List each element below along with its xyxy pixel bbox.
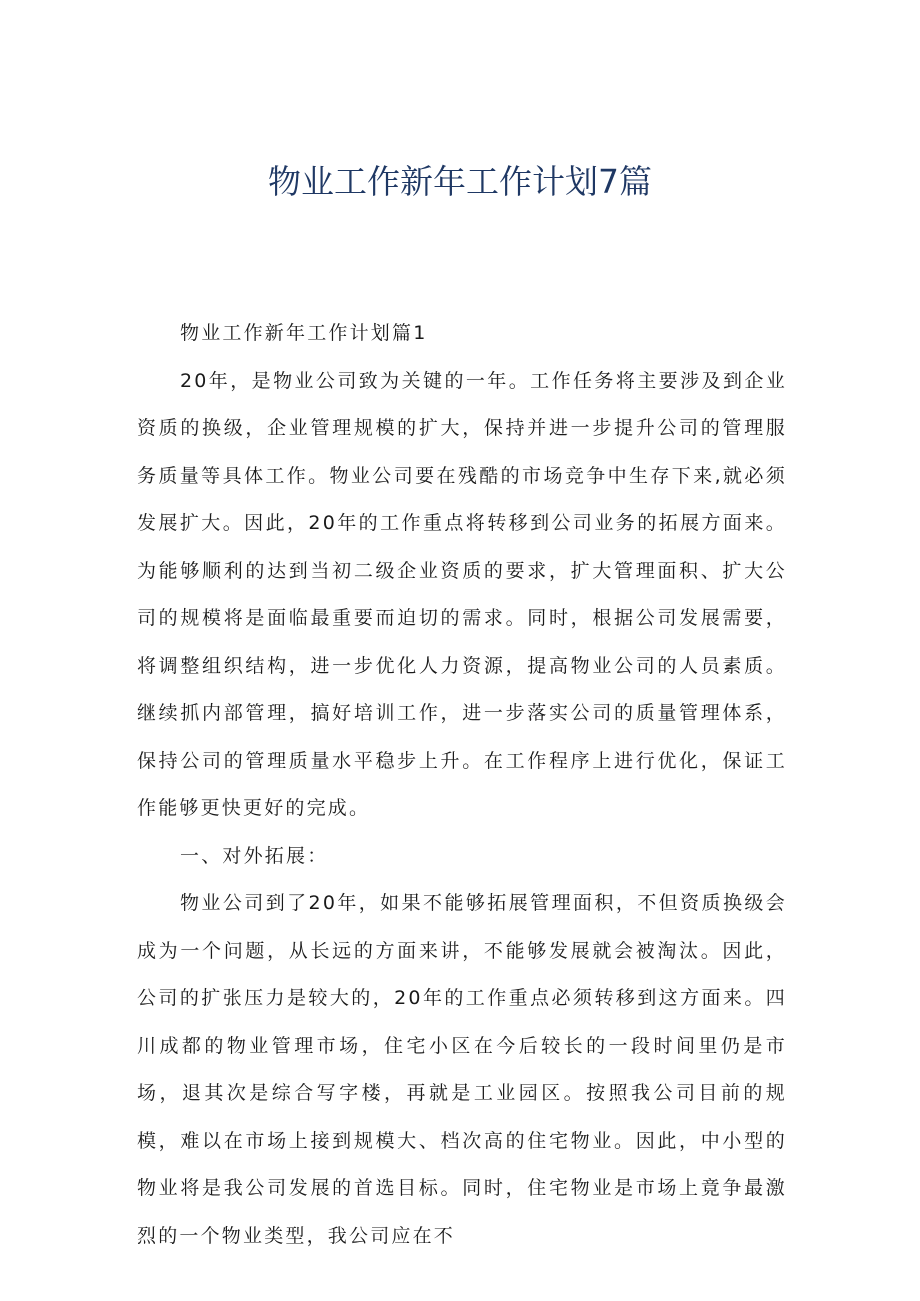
subheading: 一、对外拓展： — [180, 844, 329, 867]
paragraph: 20年，是物业公司致为关键的一年。工作任务将主要涉及到企业资质的换级，企业管理规模的扩大，保持并进一步提升公司的管理服务质量等具体工作。物业公司要在残酷的市场竞争中生存下来,就必须发展扩大。因此，20年的工作重点将转移到公司业务的拓展方面来。为能够顺利的达到当初二级企业资质的要求，扩大管理面积、扩大公司的规模将是面临最重要而迫切的需求。同时，根据公司发展需要，将调整组织结构，进一步优化人力资源，提高物业公司的人员素质。继续抓内部管理，搞好培训工作，进一步落实公司的质量管理体系，保持公司的管理质量水平稳步上升。在工作程序上进行优化，保证工作能够更快更好的完成。 — [137, 369, 787, 819]
document-title: 物业工作新年工作计划7篇 — [268, 162, 652, 201]
paragraph: 物业公司到了20年，如果不能够拓展管理面积，不但资质换级会成为一个问题，从长远的方面来讲，不能够发展就会被淘汰。因此，公司的扩张压力是较大的，20年的工作重点必须转移到这方面来。四川成都的物业管理市场，住宅小区在今后较长的一段时间里仍是市场，退其次是综合写字楼，再就是工业园区。按照我公司目前的规模，难以在市场上接到规模大、档次高的住宅物业。因此，中小型的物业将是我公司发展的首选目标。同时，住宅物业是市场上竟争最激烈的一个物业类型，我公司应在不 — [137, 892, 787, 1247]
section-heading: 物业工作新年工作计划篇1 — [180, 322, 428, 344]
document-body — [137, 310, 787, 1260]
